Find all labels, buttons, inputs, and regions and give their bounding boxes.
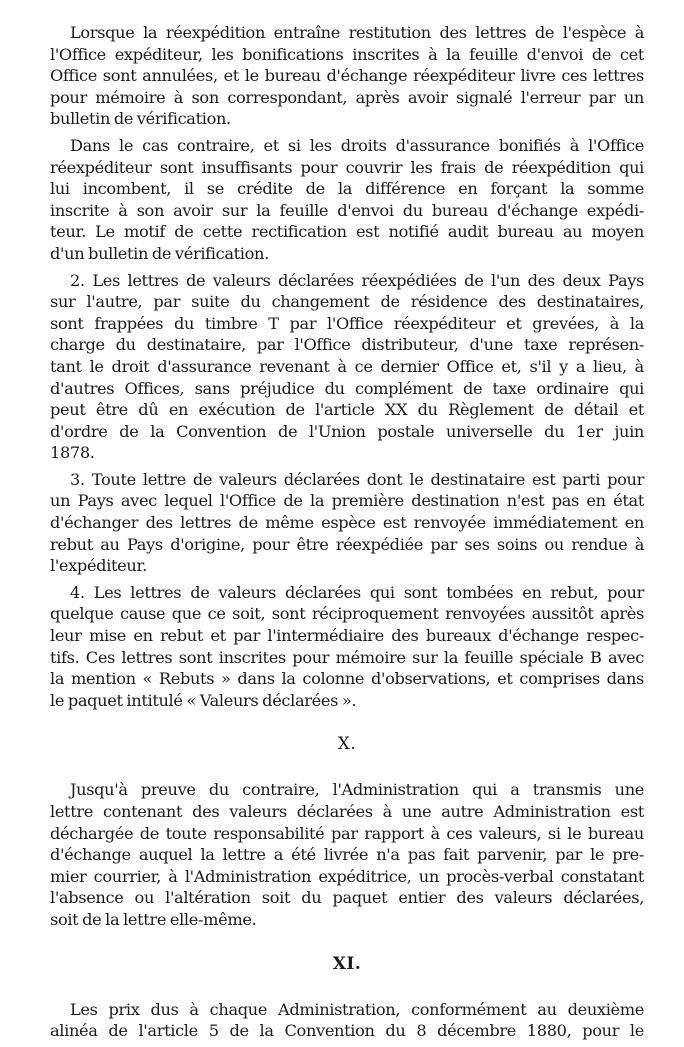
text-line: teur. Le motif de cette rectification est notifié audit bureau au moyen <box>50 222 644 242</box>
text-line: inscrite à son avoir sur la feuille d'envoi du bureau d'échange expédi- <box>50 200 644 220</box>
text-line: leur mise en rebut et par l'intermédiaire des bureaux d'échange respec- <box>50 626 644 646</box>
text-line: lettre contenant des valeurs déclarées à une autre Administration est <box>50 802 644 821</box>
text-line: la mention « Rebuts » dans la colonne d'observations, et comprises dans <box>50 669 644 689</box>
text-line: bulletin de vérification. <box>50 109 231 129</box>
text-line: rebut au Pays d'origine, pour être réexpédiée par ses soins ou rendue à <box>50 534 644 554</box>
paragraph-cas-contraire <box>50 135 644 265</box>
text-line: peut être dû en exécution de l'article XX du Règlement de détail et <box>50 400 644 420</box>
text-line: sont frappées du timbre T par l'Office réexpéditeur et grevées, à la <box>50 313 644 333</box>
text-line: d'ordre de la Convention de l'Union postale universelle du 1er juin <box>50 421 644 441</box>
text-line: Jusqu'à preuve du contraire, l'Administration qui a transmis une <box>70 780 644 800</box>
text-line: d'échange auquel la lettre a été livrée n'a pas fait parvenir, par le pre- <box>50 845 644 865</box>
text-line: tifs. Ces lettres sont inscrites pour mémoire sur la feuille spéciale B avec <box>50 647 644 667</box>
section-heading-x: X. <box>337 734 357 755</box>
paragraph-article-3 <box>50 469 644 577</box>
text-line: quelque cause que ce soit, sont réciproquement renvoyées aussitôt après <box>50 604 644 624</box>
paragraph-section-x <box>50 779 644 930</box>
text-line: lui incombent, il se crédite de la différence en forçant la somme <box>50 179 644 199</box>
text-line: sur l'autre, par suite du changement de résidence des destinataires, <box>50 292 644 312</box>
text-line: pour mémoire à son correspondant, après avoir signalé l'erreur par un <box>50 87 644 107</box>
text-line: tant le droit d'assurance revenant à ce dernier Office et, s'il y a lieu, à <box>50 356 644 376</box>
text-line: 1878. <box>50 443 95 463</box>
text-line: Office sont annulées, et le bureau d'échange réexpéditeur livre ces lettres <box>50 66 644 86</box>
text-line: réexpéditeur sont insuffisants pour couvrir les frais de réexpédition qui <box>50 157 644 177</box>
text-line: le paquet intitulé « Valeurs déclarées ». <box>50 690 357 710</box>
text-line: charge du destinataire, par l'Office distributeur, d'une taxe représen- <box>50 335 644 355</box>
text-line: l'absence ou l'altération soit du paquet entier des valeurs déclarées, <box>50 888 644 908</box>
text-line: déchargée de toute responsabilité par rapport à ces valeurs, si le bureau <box>50 823 644 843</box>
document-page <box>50 22 644 1047</box>
text-line: Les prix dus à chaque Administration, conformément au deuxième <box>70 999 644 1019</box>
paragraph-reexpedition-restitution <box>50 22 644 130</box>
text-line: Dans le cas contraire, et si les droits d'assurance bonifiés à l'Office <box>70 135 644 155</box>
paragraph-section-xi <box>50 999 644 1042</box>
text-line: un Pays avec lequel l'Office de la première destination n'est pas en état <box>50 491 644 511</box>
text-line: 2. Les lettres de valeurs déclarées réexpédiées de l'un des deux Pays <box>70 270 644 290</box>
text-line: alinéa de l'article 5 de la Convention du 8 décembre 1880, pour le <box>50 1021 644 1041</box>
text-line: soit de la lettre elle-même. <box>50 909 257 929</box>
text-line: d'autres Offices, sans préjudice du complément de taxe ordinaire qui <box>50 378 644 398</box>
text-line: l'expéditeur. <box>50 556 147 576</box>
text-line: l'Office expéditeur, les bonifications inscrites à la feuille d'envoi de cet <box>50 44 644 64</box>
text-line: d'un bulletin de vérification. <box>50 243 269 263</box>
text-line: Lorsque la réexpédition entraîne restitution des lettres de l'espèce à <box>70 23 644 42</box>
paragraph-article-4 <box>50 582 644 712</box>
section-heading-xi: XI. <box>332 953 362 974</box>
text-line: 3. Toute lettre de valeurs déclarées dont le destinataire est parti pour <box>70 469 644 489</box>
text-line: d'échanger des lettres de même espèce est renvoyée immédiatement en <box>50 513 644 533</box>
text-line: 4. Les lettres de valeurs déclarées qui sont tombées en rebut, pour <box>70 582 644 602</box>
text-line: mier courrier, à l'Administration expéditrice, un procès-verbal constatant <box>50 866 644 886</box>
paragraph-article-2 <box>50 270 644 464</box>
